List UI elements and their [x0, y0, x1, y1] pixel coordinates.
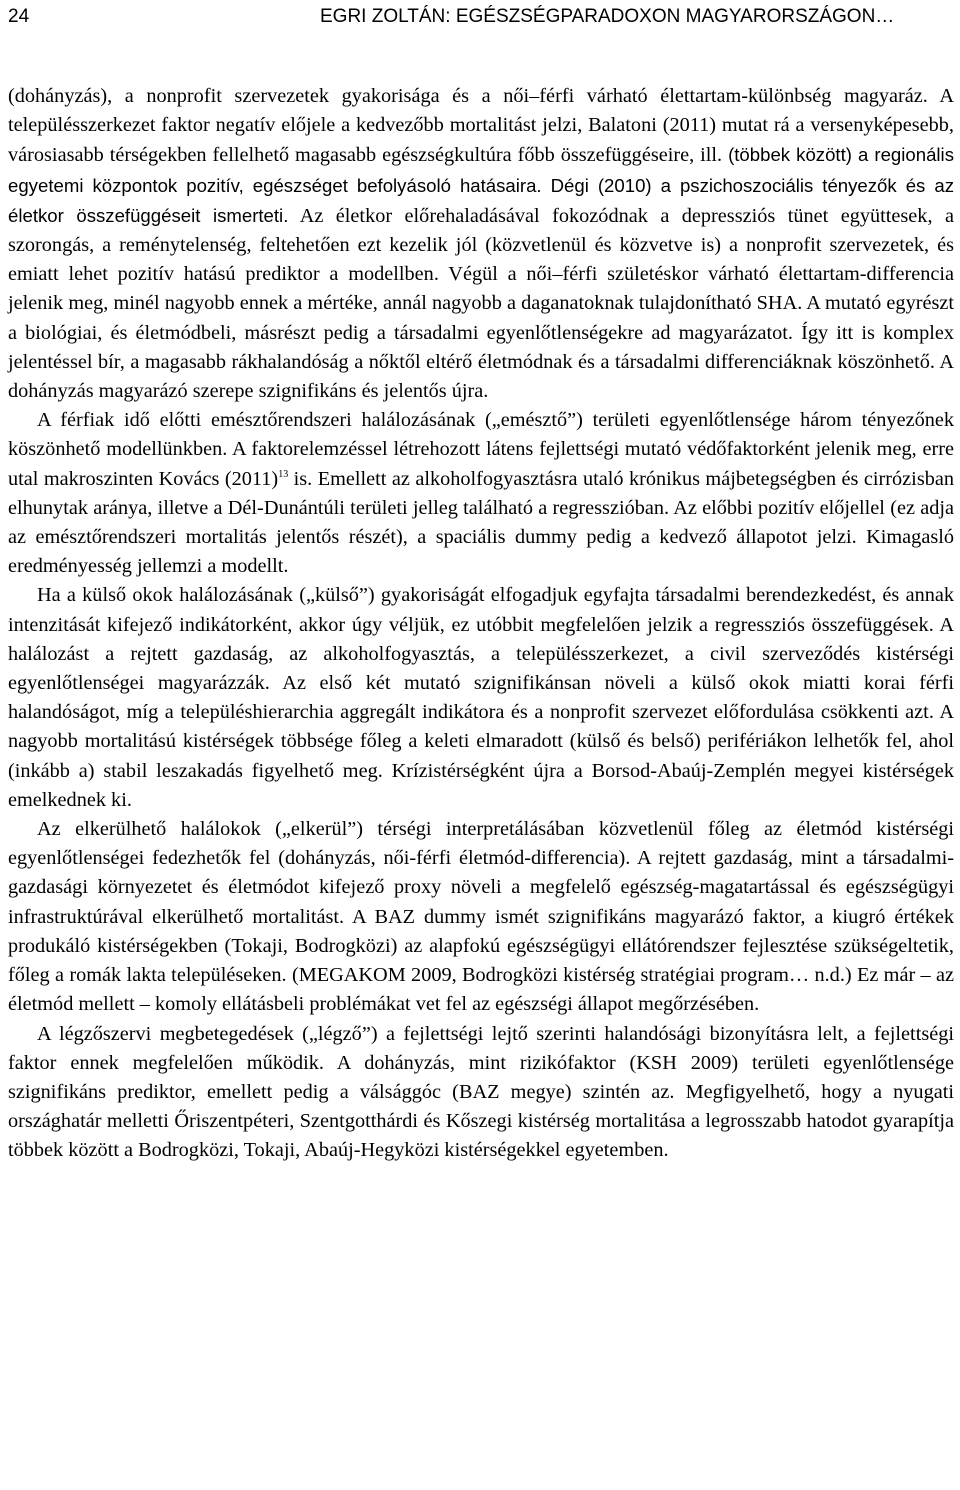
footnote-reference[interactable]: 13: [278, 468, 289, 480]
paragraph-1-part-c: Az életkor előrehaladásával fokozódnak a depressziós tünet együttesek, a szorongás, a reménytelenség, feltehetően ezt kezelik jól (közvetlenül és közvetve is) a nonprofit szervezetek, és emiatt lehet pozitív hatású prediktor a modellben. Végül a női–férfi születéskor várható élettartam-differencia jelenik meg, minél nagyobb ennek a mértéke, annál nagyobb a daganatoknak tulajdonítható SHA. A mutató egyrészt a biológiai, és életmódbeli, másrészt pedig a társadalmi egyenlőtlenségekre ad magyarázatot. Így itt is komplex jelentéssel bír, a magasabb rákhalandóság a nőktől eltérő életmódnak és a társadalmi differenciáknak köszönhető. A dohányzás magyarázó szerepe szignifikáns és jelentős újra.: [8, 204, 954, 403]
document-page: [8, 0, 954, 1490]
paragraph-4: Az elkerülhető halálokok („elkerül”) térségi interpretálásában közvetlenül főleg az életmód kistérségi egyenlőtlenségei fedezhetők fel (dohányzás, női-férfi életmód-differencia). A rejtett gazdaság, mint a társadalmi-gazdasági környezetet és életmódot kifejező proxy növeli a megfelelő egészség-magatartással és egészségügyi infrastruktúrával elkerülhető mortalitást. A BAZ dummy ismét szignifikáns magyarázó faktor, a kiugró értékek produkáló kistérségekben (Tokaji, Bodrogközi) az alapfokú egészségügyi ellátórendszer fejlesztése szükségeltetik, főleg a romák lakta településeken. (MEGAKOM 2009, Bodrogközi kistérség stratégiai program… n.d.) Ez már – az életmód mellett – komoly ellátásbeli problémákat vet fel az egészségi állapot megőrzésében.: [8, 818, 954, 1016]
paragraph-1: [8, 82, 954, 406]
paragraph-2-text-b: is. Emellett az alkoholfogyasztásra utaló krónikus májbetegségben és cirrózisban elhunytak aránya, illetve a Dél-Dunántúli területi jelleg található a regresszióban. Az előbbi pozitív előjellel (ez adja az emésztőrendszeri mortalitás jelentős részét), a spaciális dummy pedig a kedvező állapotot jelzi. Kimagasló eredményesség jellemzi a modellt.: [8, 467, 954, 578]
paragraph-1-part-a: (dohányzás), a nonprofit szervezetek gyakorisága és a női–férfi várható élettartam-különbség magyaráz. A településszerkezet faktor negatív előjele a kedvezőbb mortalitást jelzi, Balatoni (2011) mutat rá a versenyképesebb, városiasabb térségekben fellelhető magasabb egészségkultúra főbb összefüggéseire, ill.: [8, 85, 954, 167]
paragraph-5: A légzőszervi megbetegedések („légző”) a fejlettségi lejtő szerinti halandósági bizonyításra lelt, a fejlettségi faktor ennek megfelelően működik. A dohányzás, mint rizikófaktor (KSH 2009) területi egyenlőtlensége szignifikáns prediktor, emellett pedig a válsággóc (BAZ megye) szintén az. Megfigyelhető, hogy a nyugati országhatár melletti Őriszentpéteri, Szentgotthárdi és Kőszegi kistérség mortalitása a legrosszabb hatodot gyarapítja többek között a Bodrogközi, Tokaji, Abaúj-Hegyközi kistérségekkel egyetemben.: [8, 1022, 954, 1162]
running-header: [8, 4, 954, 34]
paragraph-3: Ha a külső okok halálozásának („külső”) gyakoriságát elfogadjuk egyfajta társadalmi berendezkedést, és annak intenzitását kifejező indikátorként, akkor úgy véljük, ez utóbbit megfelelően jelzik a regressziós összefüggések. A halálozást a rejtett gazdaság, az alkoholfogyasztás, a településszerkezet, a civil szerveződés kistérségi egyenlőtlenségei magyarázzák. Az első két mutató szignifikánsan növeli a külső okok miatti korai férfi halandóságot, míg a településhierarchia aggregált indikátora és a nonprofit szervezet előfordulása csökkenti azt. A nagyobb mortalitású kistérségek többsége főleg a keleti elmaradott (külső és belső) perifériákon lelhetők fel, ahol (inkább a) stabil leszakadás figyelhető meg. Krízistérségként újra a Borsod-Abaúj-Zemplén megyei kistérségek emelkednek ki.: [8, 584, 954, 811]
paragraph-1-sans-part: (többek között) a regionális egyetemi központok pozitív, egészséget befolyásoló hatásaira. Dégi (2010) a pszichoszociális tényezők és az életkor összefüggéseit ismerteti.: [8, 144, 954, 226]
running-title: EGRI ZOLTÁN: EGÉSZSÉGPARADOXON MAGYARORSZÁGON…: [320, 6, 895, 27]
paragraph-2-text-a: A férfiak idő előtti emésztőrendszeri halálozásának („emésztő”) területi egyenlőtlensége három tényezőnek köszönhető modellünkben. A faktorelemzéssel létrehozott látens fejlettségi mutató védőfaktorként jelenik meg, erre utal makroszinten Kovács (2011): [8, 409, 954, 490]
paragraph-2: [8, 406, 954, 581]
body-text: [8, 82, 954, 1166]
page-number: 24: [8, 6, 30, 27]
